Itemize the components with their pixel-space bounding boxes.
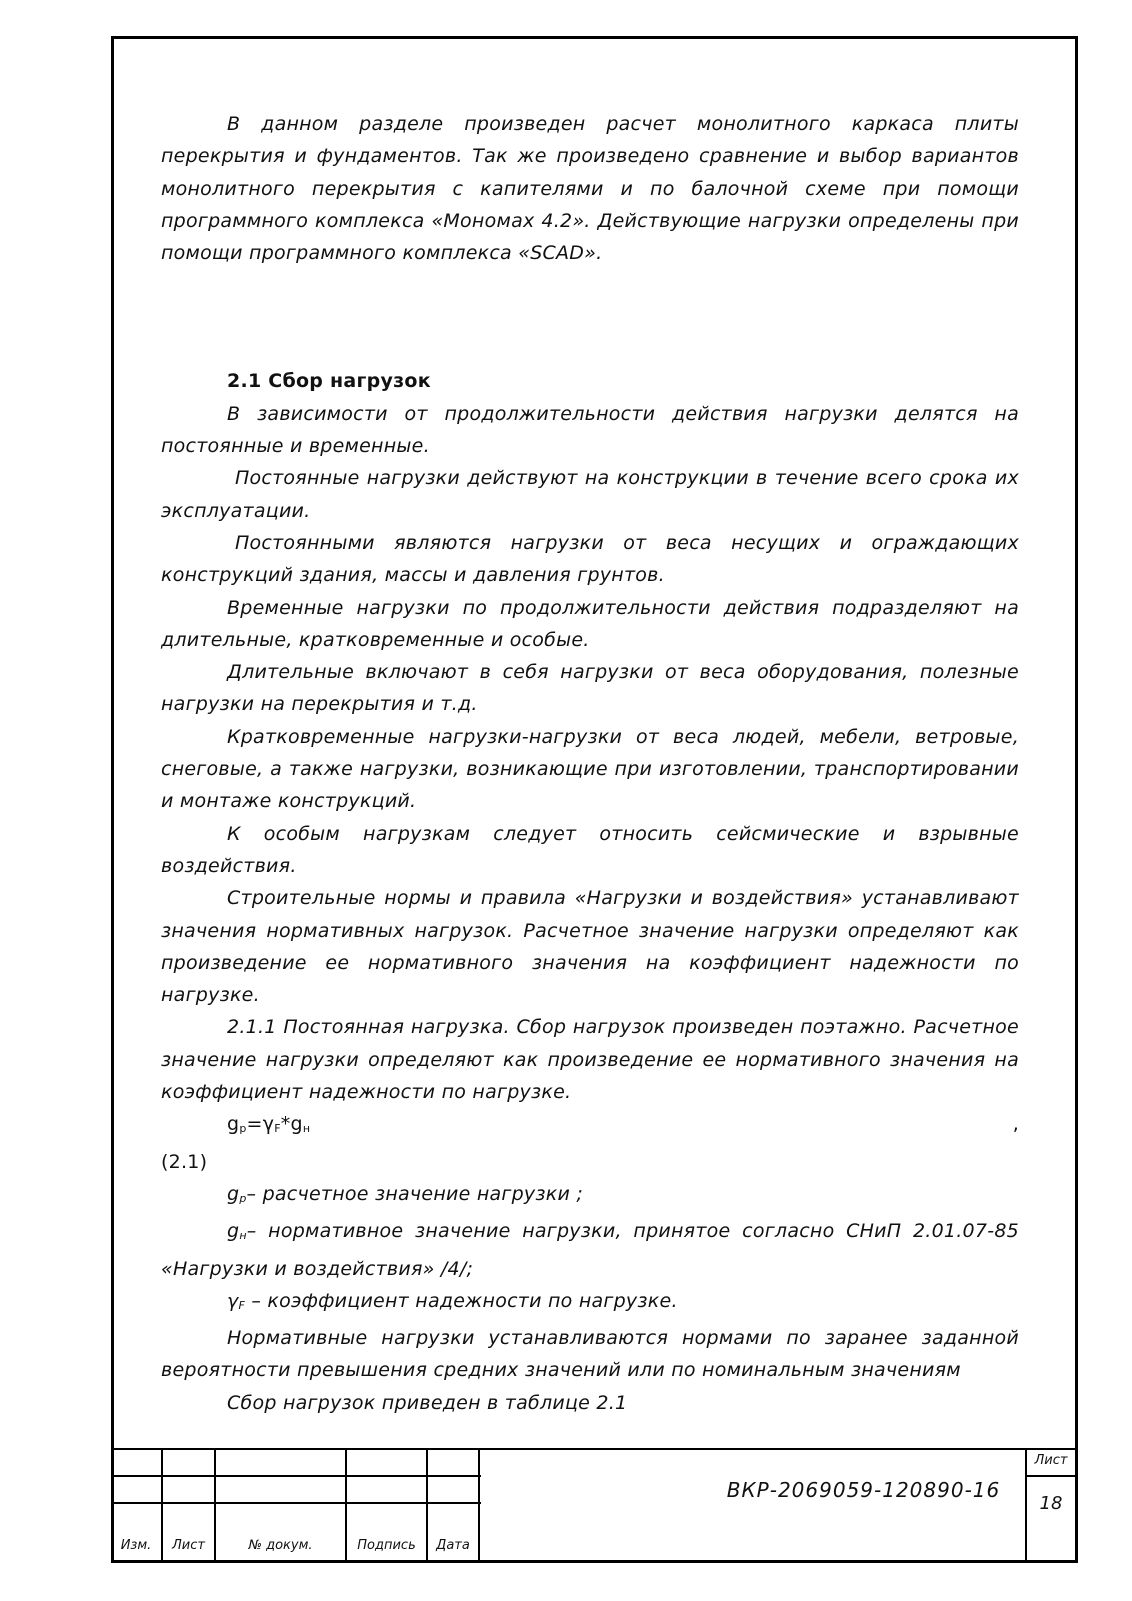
document-code: ВКР-2069059-120890-16 [726,1478,1001,1502]
stamp-col-podpis: Подпись [357,1538,416,1553]
paragraph: В зависимости от продолжительности действия нагрузки делятся на постоянные и временные. [161,402,1019,458]
section-heading: 2.1 Сбор нагрузок [227,370,431,393]
paragraph: Кратковременные нагрузки-нагрузки от веса людей, мебели, ветровые, снеговые, а также нагрузки, возникающие при изготовлении, транспортировании и монтаже конструкций. [161,725,1019,813]
intro-paragraph: В данном разделе произведен расчет монолитного каркаса плиты перекрытия и фундаментов. Так же произведено сравнение и выбор вариантов монолитного перекрытия с капителями и по балочной схеме при помощи программного комплекса «Мономах 4.2». Действующие нагрузки определены при помощи программного комплекса «SCAD». [161,113,1019,265]
definition-gamma: $\gamma_F$ – коэффициент надежности по нагрузке. [227,1289,678,1312]
paragraph: Постоянные нагрузки действуют на конструкции в течение всего срока их эксплуатации. [161,467,1019,522]
stamp-col-dokum: № докум. [248,1538,313,1553]
formula-expression: $g_р=\gamma_F*g_н$ [227,1113,311,1136]
title-block [111,1448,1078,1563]
paragraph: 2.1.1 Постоянная нагрузка. Сбор нагрузок произведен поэтажно. Расчетное значение нагрузки определяют как произведение ее нормативного значения на коэффициент надежности по нагрузке. [161,1016,1019,1104]
definition-gp: $g_р-$ расчетное значение нагрузки ; [227,1182,584,1205]
paragraph: К особым нагрузкам следует относить сейсмические и взрывные воздействия. [161,822,1019,877]
stamp-col-data: Дата [436,1538,470,1553]
paragraph: Постоянными являются нагрузки от веса несущих и ограждающих конструкций здания, массы и давления грунтов. [161,531,1019,587]
sheet-number: 18 [1039,1493,1063,1514]
formula [161,1108,1019,1145]
paragraph: Сбор нагрузок приведен в таблице 2.1 [227,1391,628,1414]
stamp-col-list: Лист [172,1538,205,1553]
paragraph: Строительные нормы и правила «Нагрузки и воздействия» устанавливают значения нормативных нагрузок. Расчетное значение нагрузки определяют как произведение ее нормативного значения на коэффициент надежности по нагрузке. [161,887,1019,1007]
paragraph: Длительные включают в себя нагрузки от веса оборудования, полезные нагрузки на перекрытия и т.д. [161,661,1019,716]
formula-number: (2.1) [161,1150,208,1173]
formula-comma: , [1012,1113,1019,1136]
paragraph: Нормативные нагрузки устанавливаются нормами по заранее заданной вероятности превышения средних значений или по номинальным значениям [161,1327,1019,1382]
stamp-col-izm: Изм. [120,1538,152,1553]
paragraph: Временные нагрузки по продолжительности действия подразделяют на длительные, кратковременные и особые. [161,596,1019,651]
definition-gn: $g_н-$ нормативное значение нагрузки, принятое согласно СНиП 2.01.07-85 «Нагрузки и воздействия» /4/; [161,1220,1019,1280]
sheet-label: Лист [1034,1453,1068,1468]
document-body [161,108,1019,1419]
